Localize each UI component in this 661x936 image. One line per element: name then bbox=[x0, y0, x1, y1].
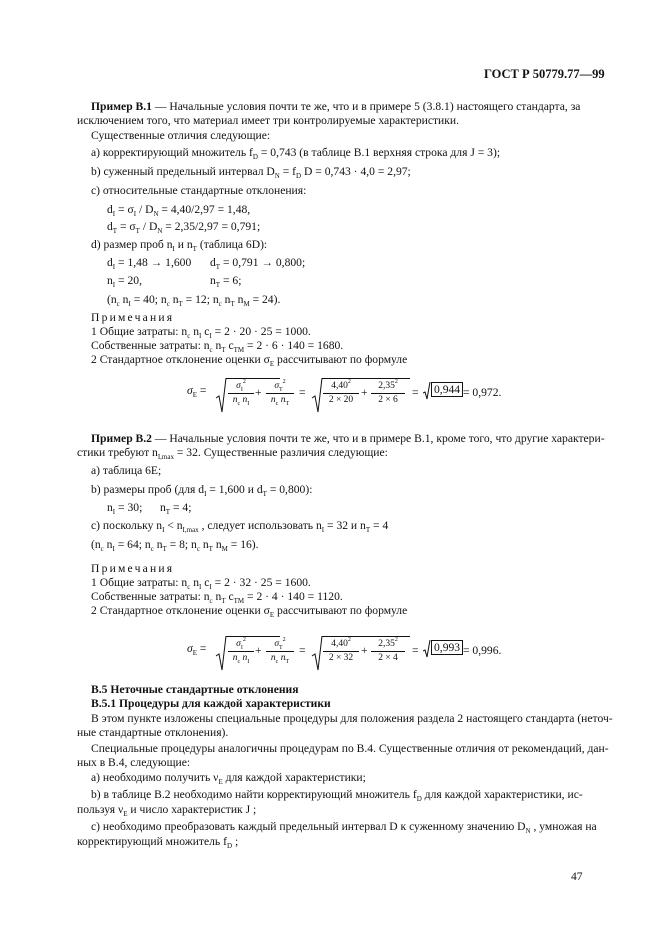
b5-para1: В этом пункте изложены специальные процедуры для положения раздела 2 настоящего стандарта (неточ- bbox=[91, 712, 613, 725]
b5-item-c: c) необходимо преобразовать каждый предельный интервал D к суженному значению $D_N$ , умножая на bbox=[91, 820, 597, 835]
example-b1-item-d2a: $n_I = 20$, bbox=[107, 274, 142, 289]
example-b2-intro-cont: стики требуют $n_{I,max} = 32$. Существенные различия следующие: bbox=[77, 446, 388, 461]
example-b2-note-own: Собственные затраты: $n_c$ $n_T$ $c_{TM} = 2 \cdot 4 \cdot 140 = 1120$. bbox=[91, 590, 343, 605]
example-b1-item-d: d) размер проб $n_I$ и $n_T$ (таблица 6D): bbox=[91, 238, 268, 253]
example-b1-diff-lead: Существенные отличия следующие: bbox=[91, 129, 271, 142]
example-b1-intro-cont: исключением того, что материал имеет три контролируемые характеристики. bbox=[77, 114, 459, 127]
section-b51-heading: В.5.1 Процедуры для каждой характеристики bbox=[91, 697, 331, 710]
formula-b1: $\sigma_E$ = $\frac{\sigma_I^2}{n_c n_I}$ + $\frac{\sigma_T^2}{n_c n_T}$ = $\frac{4,40^2}{2 \times 20}$ + $\frac{2,35^2}{2 \times 6}$ = 0,944 = 0,972. bbox=[187, 378, 487, 418]
example-b1-item-b: b) суженный предельный интервал $D_N = f_D$ D = 0,743 · 4,0 = 2,97; bbox=[91, 165, 411, 180]
example-b1-item-c2: $d_T = \sigma_T / D_N = 2,35/2,97 = 0,791$; bbox=[107, 220, 261, 235]
example-b2-item-a: a) таблица 6E; bbox=[91, 464, 162, 477]
boxed-value: 0,944 bbox=[431, 382, 463, 397]
example-b1-item-d1b: $d_T = 0,791 \to 0,800$; bbox=[210, 256, 306, 271]
formula-b2: $\sigma_E$ = $\frac{\sigma_I^2}{n_c n_I}$ + $\frac{\sigma_T^2}{n_c n_T}$ = $\frac{4,40^2}{2 \times 32}$ + $\frac{2,35^2}{2 \times 4}$ = 0,993 = 0,996. bbox=[187, 636, 487, 676]
example-b1-item-c1: $d_I = \sigma_I / D_N = 4,40/2,97 = 1,48$, bbox=[107, 203, 251, 218]
example-b1-note2: 2 Стандартное отклонение оценки $\sigma_E$ рассчитывают по формуле bbox=[91, 353, 408, 368]
example-b1-title: Пример В.1 bbox=[91, 100, 152, 113]
b5-item-c-cont: корректирующий множитель $f_D$ ; bbox=[77, 835, 239, 850]
example-b1-item-d3: ($n_c$ $n_I = 40$; $n_c$ $n_T = 12$; $n_c$ $n_T$ $n_M = 24$). bbox=[107, 293, 281, 308]
example-b1-item-a: a) корректирующий множитель $f_D = 0,743$ (в таблице В.1 верхняя строка для J = 3); bbox=[91, 146, 501, 161]
example-b2-item-b1b: $n_T = 4$; bbox=[160, 501, 192, 516]
page-header: ГОСТ Р 50779.77—99 bbox=[484, 67, 605, 81]
example-b1-item-c: c) относительные стандартные отклонения: bbox=[91, 184, 307, 197]
example-b1-notes-title: Примечания bbox=[91, 311, 175, 324]
b5-item-a: a) необходимо получить $\nu_E$ для каждой характеристики; bbox=[91, 771, 366, 786]
example-b2-notes-title: Примечания bbox=[91, 562, 175, 575]
example-b2-title: Пример В.2 bbox=[91, 432, 152, 445]
example-b1-item-d2b: $n_T = 6$; bbox=[210, 274, 242, 289]
example-b1-intro: Пример В.1 — Начальные условия почти те же, что и в примере 5 (3.8.1) настоящего стандарта, за bbox=[91, 100, 581, 113]
b5-item-b-cont: пользуя $\nu_E$ и число характеристик J ; bbox=[77, 803, 257, 818]
section-b5-heading: В.5 Неточные стандартные отклонения bbox=[91, 683, 299, 696]
example-b2-note1: 1 Общие затраты: $n_c$ $n_I$ $c_I = 2 \cdot 32 \cdot 25 = 1600$. bbox=[91, 576, 311, 591]
example-b2-item-b1a: $n_I = 30$; bbox=[107, 501, 143, 516]
b5-item-b: b) в таблице В.2 необходимо найти корректирующий множитель $f_D$ для каждой характеристики, ис- bbox=[91, 788, 583, 803]
boxed-value: 0,993 bbox=[431, 640, 463, 655]
page-number: 47 bbox=[571, 870, 583, 883]
example-b2-item-c: c) поскольку $n_I < n_{I,max}$ , следует использовать $n_I = 32$ и $n_T = 4$ bbox=[91, 519, 389, 534]
example-b2-item-b: b) размеры проб (для $d_I = 1,600$ и $d_T = 0,800$): bbox=[91, 483, 313, 498]
b5-para2-cont: ных в В.4, следующие: bbox=[77, 756, 191, 769]
example-b1-note-own: Собственные затраты: $n_c$ $n_T$ $c_{TM} = 2 \cdot 6 \cdot 140 = 1680$. bbox=[91, 339, 344, 354]
example-b1-item-d1a: $d_I = 1,48 \to 1,600$ bbox=[107, 256, 192, 271]
example-b2-intro: Пример В.2 — Начальные условия почти те же, что и в примере В.1, кроме того, что другие характери- bbox=[91, 432, 605, 445]
b5-para1-cont: ные стандартные отклонения). bbox=[77, 726, 229, 739]
b5-para2: Специальные процедуры аналогичны процедурам по В.4. Существенные отличия от рекомендаций, дан- bbox=[91, 742, 609, 755]
example-b2-item-c2: ($n_c$ $n_I = 64$; $n_c$ $n_T = 8$; $n_c$ $n_T$ $n_M = 16$). bbox=[91, 538, 259, 553]
example-b2-note2: 2 Стандартное отклонение оценки $\sigma_E$ рассчитывают по формуле bbox=[91, 604, 408, 619]
example-b1-note1: 1 Общие затраты: $n_c$ $n_I$ $c_I = 2 \cdot 20 \cdot 25 = 1000$. bbox=[91, 325, 311, 340]
